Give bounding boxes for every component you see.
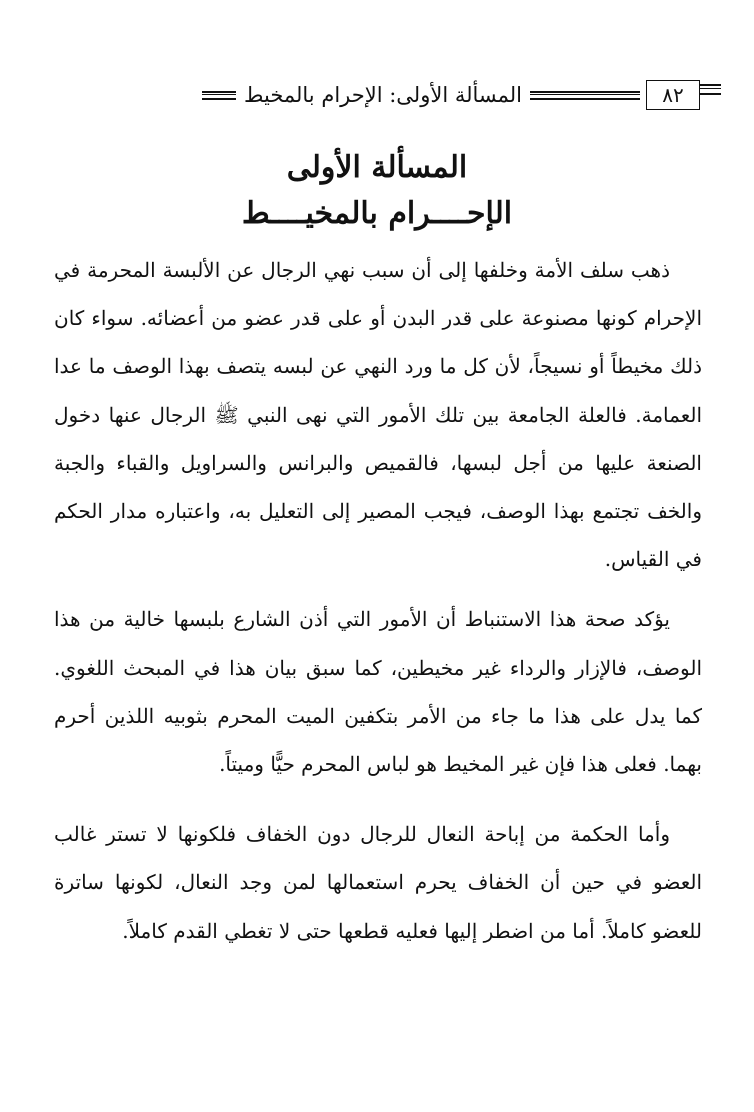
running-header [60,78,700,112]
body-text [54,246,702,955]
paragraph-1: ذهب سلف الأمة وخلفها إلى أن سبب نهي الرجال عن الألبسة المحرمة في الإحرام كونها مصنوعة على قدر البدن أو على قدر عضو من أعضائه. سواء كان ذلك مخيطاً أو نسيجاً، لأن كل ما ورد النهي عن لبسه يتصف بهذا الوصف ما عدا العمامة. فالعلة الجامعة بين تلك الأمور التي نهى النبي ﷺ الرجال عنها دخول الصنعة عليها من أجل لبسها، فالقميص والبرانس والسراويل والقباء والجبة والخف تجتمع بهذا الوصف، فيجب المصير إلى التعليل به، واعتباره مدار الحكم في القياس. [54,258,702,572]
page-number: ٨٢ [662,83,684,107]
header-rule-right [530,91,640,100]
paragraph-2: يؤكد صحة هذا الاستنباط أن الأمور التي أذن الشارع بلبسها خالية من هذا الوصف، فالإزار والرداء غير مخيطين، كما سبق بيان هذا في المبحث اللغوي. كما يدل على هذا ما جاء من الأمر بتكفين الميت المحرم بثوبيه اللذين أحرم بهما. فعلى هذا فإن غير المخيط هو لباس المحرم حيًّا وميتاً. [54,607,702,777]
header-rule-left [202,91,236,100]
running-title: المسألة الأولى: الإحرام بالمخيط [244,83,522,107]
chapter-heading: المسألة الأولى [286,150,468,185]
page-number-box [646,80,700,110]
chapter-subheading: الإحــــرام بالمخيــــط [241,196,513,231]
paragraph-3: وأما الحكمة من إباحة النعال للرجال دون الخفاف فلكونها لا تستر غالب العضو في حين أن الخفاف يحرم استعمالها لمن وجد النعال، لكونها ساترة للعضو كاملاً. أما من اضطر إليها فعليه قطعها حتى لا تغطي القدم كاملاً. [54,822,702,943]
